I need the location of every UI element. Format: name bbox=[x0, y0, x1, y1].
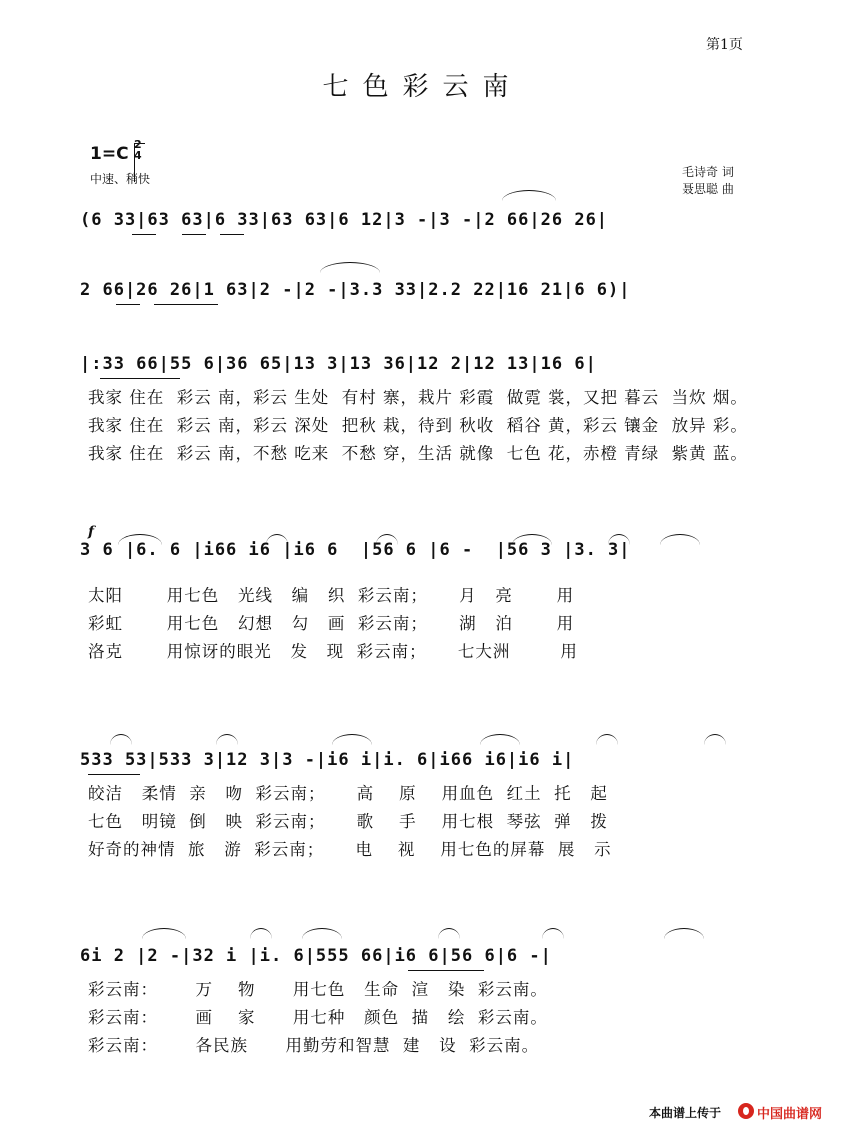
underline bbox=[182, 234, 206, 235]
lyric-verse-2: 彩云南： 画 家 用七种 颜色 描 绘 彩云南。 bbox=[88, 1008, 548, 1027]
notation-line bbox=[80, 934, 770, 978]
score-system-1 bbox=[80, 198, 770, 248]
underline bbox=[220, 234, 244, 235]
score-system-3 bbox=[80, 342, 770, 472]
logo-text: 中国曲谱网 bbox=[757, 1107, 823, 1122]
slur bbox=[142, 928, 186, 939]
lyric-verse-1: 我家 住在 彩云 南，彩云 生处 有村 寨，栽片 彩霞 做霓 裳，又把 暮云 当炊 烟。 bbox=[88, 388, 748, 407]
time-signature-bottom: 4 bbox=[134, 149, 142, 162]
lyric-verse-2: 彩虹 用七色 幻想 勾 画 彩云南； 湖 泊 用 bbox=[88, 614, 575, 633]
composer-credit: 聂思聪 曲 bbox=[682, 182, 734, 196]
song-title: 七色彩云南 bbox=[322, 72, 523, 102]
slur bbox=[250, 928, 272, 939]
time-signature bbox=[134, 139, 142, 161]
slur bbox=[596, 734, 618, 745]
notation-text: 2 66|26 26|1 63|2 -|2 -|3.3 33|2.2 22|16 21|6 6)| bbox=[80, 280, 631, 300]
lyric-verse-2: 我家 住在 彩云 南，彩云 深处 把秋 栽，待到 秋收 稻谷 黄，彩云 镶金 放异 彩。 bbox=[88, 416, 748, 435]
lyric-verse-2: 七色 明镜 倒 映 彩云南； 歌 手 用七根 琴弦 弹 拨 bbox=[88, 812, 608, 831]
key-signature: 1=C bbox=[90, 144, 129, 164]
notation-line bbox=[80, 738, 770, 782]
score-system-6 bbox=[80, 934, 770, 1064]
notation-line bbox=[80, 198, 770, 242]
lyric-verse-3: 我家 住在 彩云 南，不愁 吃来 不愁 穿，生活 就像 七色 花，赤橙 青绿 紫黄 蓝。 bbox=[88, 444, 748, 463]
notation-text: 533 53|533 3|12 3|3 -|i6 i|i. 6|i66 i6|i6 i| bbox=[80, 750, 575, 770]
tempo-marking: 中速、稍快 bbox=[90, 172, 151, 186]
slur bbox=[302, 928, 342, 939]
slur bbox=[110, 734, 132, 745]
upload-note: 本曲谱上传于 bbox=[649, 1106, 722, 1120]
site-logo[interactable] bbox=[738, 1101, 838, 1121]
slur bbox=[664, 928, 704, 939]
slur bbox=[216, 734, 238, 745]
notation-line bbox=[80, 268, 770, 312]
logo-icon bbox=[738, 1103, 754, 1119]
underline bbox=[88, 774, 140, 775]
underline bbox=[100, 378, 180, 379]
slur bbox=[438, 928, 460, 939]
notation-line bbox=[80, 528, 770, 572]
notation-text: (6 33|63 63|6 33|63 63|6 12|3 -|3 -|2 66|26 26| bbox=[80, 210, 609, 230]
underline bbox=[132, 234, 156, 235]
lyric-verse-3: 好奇的神情 旅 游 彩云南； 电 视 用七色的屏幕 展 示 bbox=[88, 840, 612, 859]
slur bbox=[542, 928, 564, 939]
score-system-2 bbox=[80, 268, 770, 318]
trill-slur bbox=[502, 190, 556, 201]
page-number: 第1页 bbox=[706, 37, 743, 53]
slur bbox=[704, 734, 726, 745]
lyricist-credit: 毛诗奇 词 bbox=[682, 165, 734, 179]
dynamic-marking: f bbox=[88, 524, 95, 540]
notation-text: 3 6 |6. 6 |i66 i6 |i6 6 |56 6 |6 - |56 3 |3. 3| bbox=[80, 540, 631, 560]
notation-text: 6i 2 |2 -|32 i |i. 6|555 66|i6 6|56 6|6 -| bbox=[80, 946, 552, 966]
underline bbox=[154, 304, 218, 305]
lyric-verse-1: 皎洁 柔情 亲 吻 彩云南； 高 原 用血色 红土 托 起 bbox=[88, 784, 608, 803]
lyric-verse-3: 洛克 用惊讶的眼光 发 现 彩云南； 七大洲 用 bbox=[88, 642, 578, 661]
lyric-verse-3: 彩云南： 各民族 用勤劳和智慧 建 设 彩云南。 bbox=[88, 1036, 540, 1055]
underline bbox=[408, 970, 484, 971]
score-system-5 bbox=[80, 738, 770, 868]
notation-text: |:33 66|55 6|36 65|13 3|13 36|12 2|12 13|16 6| bbox=[80, 354, 597, 374]
trill-slur bbox=[320, 262, 380, 273]
notation-line bbox=[80, 342, 770, 386]
time-signature-top: 2 bbox=[134, 138, 142, 151]
slur bbox=[332, 734, 372, 745]
lyric-verse-1: 太阳 用七色 光线 编 织 彩云南； 月 亮 用 bbox=[88, 586, 575, 605]
underline bbox=[116, 304, 140, 305]
lyric-verse-1: 彩云南： 万 物 用七色 生命 渲 染 彩云南。 bbox=[88, 980, 548, 999]
slur bbox=[480, 734, 520, 745]
score-system-4 bbox=[80, 524, 770, 661]
